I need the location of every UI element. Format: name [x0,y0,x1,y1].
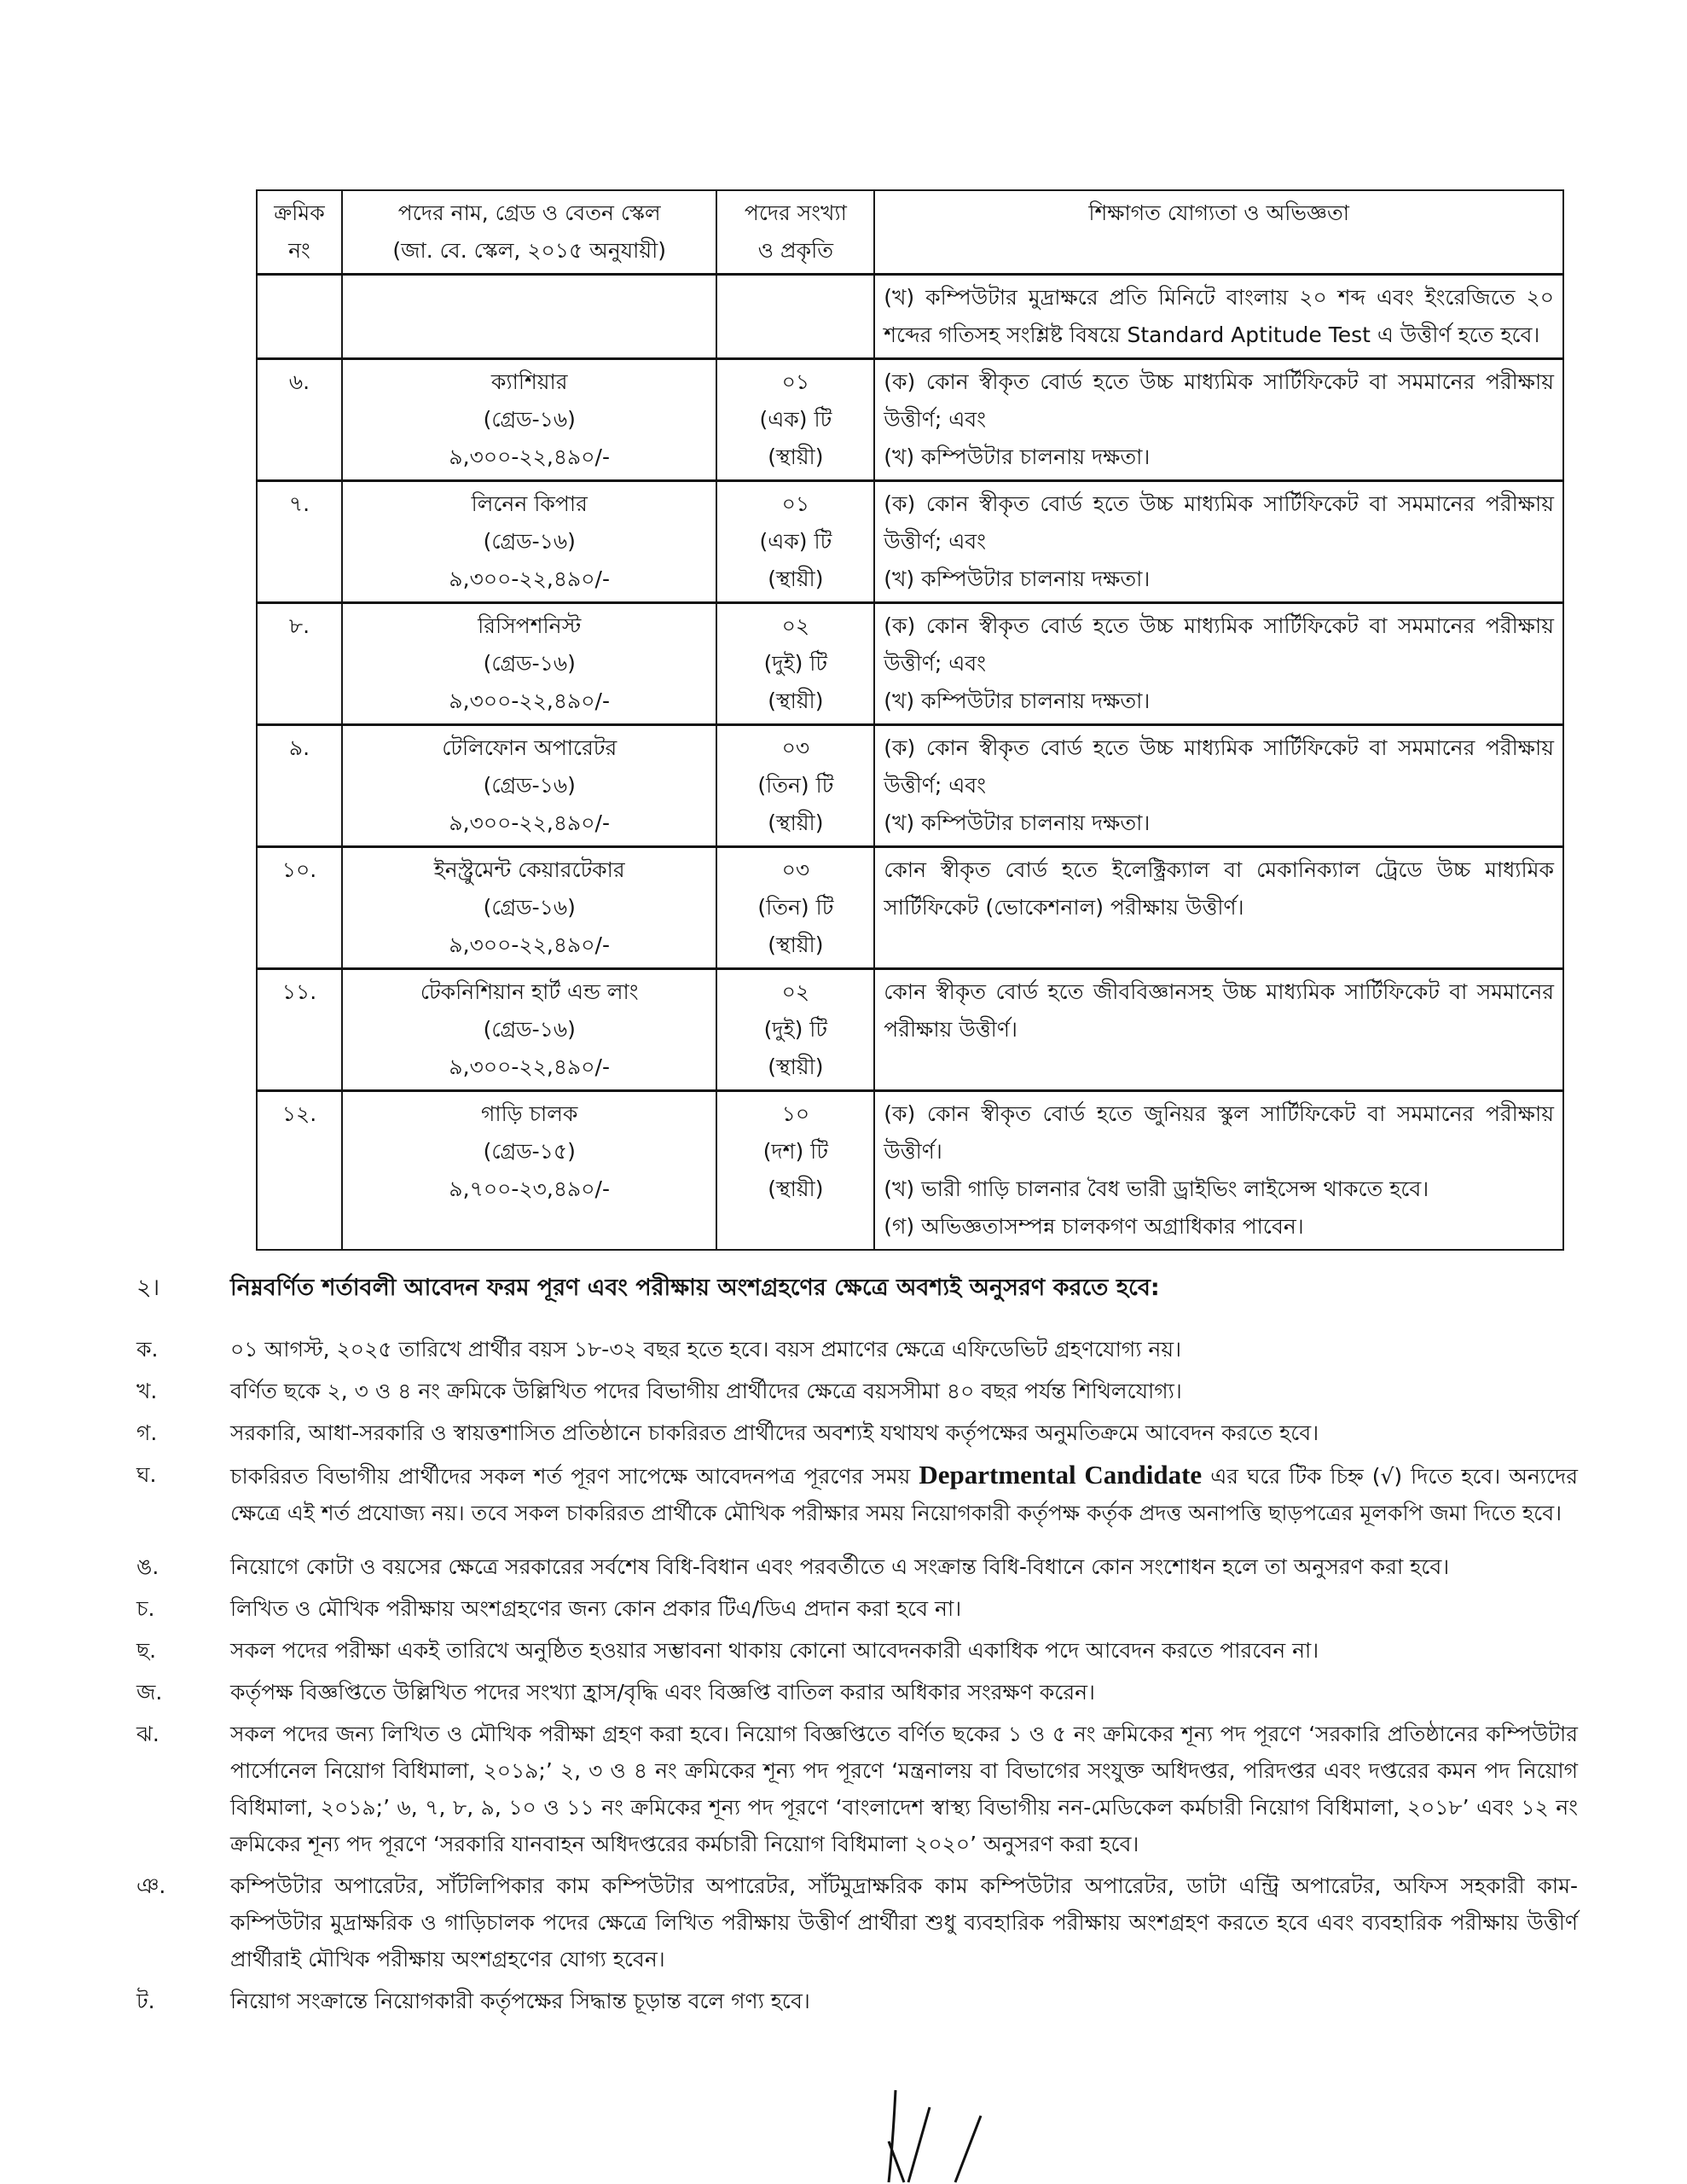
condition-text [230,1456,1586,1531]
qualification-item: (ক) কোন স্বীকৃত বোর্ড হতে উচ্চ মাধ্যমিক সার্টিফিকেট বা সমমানের পরীক্ষায় উত্তীর্ণ; এবং [884,735,1554,798]
post-name: টেলিফোন অপারেটর [442,735,617,760]
qualification-item: (খ) কম্পিউটার চালনায় দক্ষতা। [884,444,1151,469]
departmental-candidate-label: Departmental Candidate [919,1460,1203,1490]
job-posts-table [256,189,1564,1251]
condition-text: সরকারি, আধা-সরকারি ও স্বায়ত্তশাসিত প্রতিষ্ঠানে চাকরিরত প্রার্থীদের অবশ্যই যথাযথ কর্তৃপক্ষের অনুমতিক্রমে আবেদন করতে হবে। [230,1420,1319,1445]
post-nature: (স্থায়ী) [768,566,824,591]
qualification-item: (ক) কোন স্বীকৃত বোর্ড হতে উচ্চ মাধ্যমিক সার্টিফিকেট বা সমমানের পরীক্ষায় উত্তীর্ণ; এবং [884,369,1554,432]
condition-mark: ক. [136,1337,159,1362]
post-name: ইনস্ট্রুমেন্ট কেয়ারটেকার [433,857,625,882]
post-count-words: (দশ) টি [762,1139,828,1164]
pay-scale: ৯,৩০০-২২,৪৯০/- [449,688,610,713]
condition-mark: ঝ. [136,1722,159,1746]
cell-serial: ১০. [257,847,342,969]
table-header-row [257,190,1563,275]
condition-mark: ছ. [136,1638,157,1663]
post-count-words: (এক) টি [759,529,832,554]
table-row [257,603,1563,725]
condition-item [136,1331,1586,1368]
condition-text: কম্পিউটার অপারেটর, সাঁটলিপিকার কাম কম্পিউটার অপারেটর, সাঁটমুদ্রাক্ষরিক কাম কম্পিউটার অপারেটর, ডাটা এন্ট্রি অপারেটর, অফিস সহকারী কাম-কম্পিউটার মুদ্রাক্ষরিক ও গাড়িচালক পদের ক্ষেত্রে লিখিত পরীক্ষায় উত্তীর্ণ প্রার্থীরা শুধু ব্যবহারিক পরীক্ষায় অংশগ্রহণ করতে হবে এবং ব্যবহারিক পরীক্ষায় উত্তীর্ণ প্রার্থীরাই মৌখিক পরীক্ষায় অংশগ্রহণের যোগ্য হবেন। [230,1873,1578,1972]
table-row-continuation [257,275,1563,359]
qualification-item: (ক) কোন স্বীকৃত বোর্ড হতে উচ্চ মাধ্যমিক সার্টিফিকেট বা সমমানের পরীক্ষায় উত্তীর্ণ; এবং [884,613,1554,676]
pay-scale: ৯,৩০০-২২,৪৯০/- [449,1054,610,1079]
condition-mark: ঘ. [136,1462,157,1487]
condition-text: বর্ণিত ছকে ২, ৩ ও ৪ নং ক্রমিকে উল্লিখিত পদের বিভাগীয় প্রার্থীদের ক্ষেত্রে বয়সসীমা ৪০ বছর পর্যন্ত শিথিলযোগ্য। [230,1379,1182,1403]
table-row [257,359,1563,481]
table-body [257,275,1563,1251]
condition-item [136,1456,1586,1531]
condition-mark: গ. [136,1420,158,1445]
post-grade: (গ্রেড-১৬) [483,407,576,432]
table-row [257,969,1563,1091]
post-count-words: (এক) টি [759,407,832,432]
cell-serial [257,275,342,359]
header-post [342,190,717,275]
post-name: গাড়ি চালক [480,1101,578,1126]
post-nature: (স্থায়ী) [768,1054,824,1079]
header-post-line-1: পদের নাম, গ্রেড ও বেতন স্কেল [397,200,661,225]
condition-text: ০১ আগস্ট, ২০২৫ তারিখে প্রার্থীর বয়স ১৮-৩২ বছর হতে হবে। বয়স প্রমাণের ক্ষেত্রে এফিডেভিট গ্রহণযোগ্য নয়। [230,1337,1182,1362]
post-grade: (গ্রেড-১৬) [483,529,576,554]
qualification-item: (খ) কম্পিউটার চালনায় দক্ষতা। [884,566,1151,591]
qualification-item: (খ) কম্পিউটার চালনায় দক্ষতা। [884,810,1151,835]
cell-post [342,1091,717,1251]
table-row [257,725,1563,847]
cell-post [342,603,717,725]
pay-scale: ৯,৩০০-২২,৪৯০/- [449,932,610,957]
pay-scale: ৯,৩০০-২২,৪৯০/- [449,810,610,835]
condition-text: লিখিত ও মৌখিক পরীক্ষায় অংশগ্রহণের জন্য কোন প্রকার টিএ/ডিএ প্রদান করা হবে না। [230,1596,962,1621]
condition-text-before: চাকরিরত বিভাগীয় প্রার্থীদের সকল শর্ত পূরণ সাপেক্ষে আবেদনপত্র পূরণের সময় [230,1464,919,1489]
condition-item [136,1548,1586,1585]
qualification-item: (খ) কম্পিউটার চালনায় দক্ষতা। [884,688,1151,713]
condition-text: নিয়োগ সংক্রান্তে নিয়োগকারী কর্তৃপক্ষের সিদ্ধান্ত চূড়ান্ত বলে গণ্য হবে। [230,1989,810,2013]
condition-item [136,1414,1586,1451]
cell-count [716,1091,874,1251]
cell-count [716,481,874,603]
pay-scale: ৯,৭০০-২৩,৪৯০/- [449,1176,610,1201]
table-row [257,847,1563,969]
cell-post [342,969,717,1091]
post-count: ১০ [781,1101,810,1126]
pay-scale: ৯,৩০০-২২,৪৯০/- [449,566,610,591]
cell-serial: ৮. [257,603,342,725]
post-name: রিসিপশনিস্ট [478,613,582,638]
conditions-heading [136,1271,1586,1305]
cell-serial: ১১. [257,969,342,1091]
post-count: ০২ [781,979,810,1004]
cell-count [716,847,874,969]
qualification-item: কোন স্বীকৃত বোর্ড হতে ইলেক্ট্রিক্যাল বা মেকানিক্যাল ট্রেডে উচ্চ মাধ্যমিক সার্টিফিকেট (ভোকেশনাল) পরীক্ষায় উত্তীর্ণ। [884,857,1554,920]
post-grade: (গ্রেড-১৬) [483,773,576,798]
cell-count [716,359,874,481]
header-post-line-2: (জা. বে. স্কেল, ২০১৫ অনুযায়ী) [392,238,667,263]
conditions-list [136,1331,1586,2024]
condition-text: নিয়োগে কোটা ও বয়সের ক্ষেত্রে সরকারের সর্বশেষ বিধি-বিধান এবং পরবর্তীতে এ সংক্রান্ত বিধি-বিধানে কোন সংশোধন হলে তা অনুসরণ করা হবে। [230,1554,1450,1579]
cell-serial: ৬. [257,359,342,481]
condition-mark: খ. [136,1379,158,1403]
header-serial: ক্রমিক নং [257,190,342,275]
cell-count [716,969,874,1091]
qualification-item: (খ) ভারী গাড়ি চালনার বৈধ ভারী ড্রাইভিং লাইসেন্স থাকতে হবে। [884,1176,1429,1201]
condition-mark: জ. [136,1680,163,1705]
post-count-words: (তিন) টি [757,773,834,798]
condition-text: সকল পদের জন্য লিখিত ও মৌখিক পরীক্ষা গ্রহণ করা হবে। নিয়োগ বিজ্ঞপ্তিতে বর্ণিত ছকের ১ ও ৫ নং ক্রমিকের শূন্য পদ পূরণে ‘সরকারি প্রতিষ্ঠানের কম্পিউটার পার্সোনেল নিয়োগ বিধিমালা, ২০১৯;’ ২, ৩ ও ৪ নং ক্রমিকের শূন্য পদ পূরণে ‘মন্ত্রনালয় বা বিভাগের সংযুক্ত অধিদপ্তর, পরিদপ্তর এবং দপ্তরের কমন পদ নিয়োগ বিধিমালা, ২০১৯;’ ৬, ৭, ৮, ৯, ১০ ও ১১ নং ক্রমিকের শূন্য পদ পূরণে ‘বাংলাদেশ স্বাস্থ্য বিভাগীয় নন-মেডিকেল কর্মচারী নিয়োগ বিধিমালা, ২০১৮’ এবং ১২ নং ক্রমিকের শূন্য পদ পূরণে ‘সরকারি যানবাহন অধিদপ্তরের কর্মচারী নিয়োগ বিধিমালা ২০২০’ অনুসরণ করা হবে। [230,1722,1578,1856]
cell-qualification [874,847,1563,969]
condition-item [136,1983,1586,2019]
condition-text-after: এর ঘরে টিক চিহ্ন (√) দিতে হবে। অন্যদের ক্ষেত্রে এই শর্ত প্রযোজ্য নয়। তবে সকল চাকরিরত প্রার্থীকে মৌখিক পরীক্ষার সময় নিয়োগকারী কর্তৃপক্ষ কর্তৃক প্রদত্ত অনাপত্তি ছাড়পত্রের মূলকপি জমা দিতে হবে। [230,1464,1578,1525]
cell-post [342,359,717,481]
qualification-item: (ক) কোন স্বীকৃত বোর্ড হতে জুনিয়র স্কুল সার্টিফিকেট বা সমমানের পরীক্ষায় উত্তীর্ণ। [884,1101,1554,1164]
cell-serial: ১২. [257,1091,342,1251]
condition-text: সকল পদের পরীক্ষা একই তারিখে অনুষ্ঠিত হওয়ার সম্ভাবনা থাকায় কোনো আবেদনকারী একাধিক পদে আবেদন করতে পারবেন না। [230,1638,1319,1663]
post-nature: (স্থায়ী) [768,444,824,469]
post-name: ক্যাশিয়ার [490,369,568,394]
cell-qualification [874,969,1563,1091]
condition-item [136,1867,1586,1978]
condition-mark: ঙ. [136,1554,159,1579]
post-count-words: (তিন) টি [757,895,834,920]
conditions-title: নিম্নবর্ণিত শর্তাবলী আবেদন ফরম পূরণ এবং পরীক্ষায় অংশগ্রহণের ক্ষেত্রে অবশ্যই অনুসরণ করতে হবে: [230,1275,1160,1301]
cell-count [716,275,874,359]
header-count [716,190,874,275]
cell-qualification [874,481,1563,603]
pay-scale: ৯,৩০০-২২,৪৯০/- [449,444,610,469]
cell-count [716,603,874,725]
condition-item [136,1632,1586,1669]
cell-serial: ৯. [257,725,342,847]
signature [870,2082,1006,2184]
cell-qualification [874,359,1563,481]
condition-text: কর্তৃপক্ষ বিজ্ঞপ্তিতে উল্লিখিত পদের সংখ্যা হ্রাস/বৃদ্ধি এবং বিজ্ঞপ্তি বাতিল করার অধিকার সংরক্ষণ করেন। [230,1680,1095,1705]
post-grade: (গ্রেড-১৬) [483,651,576,676]
header-count-line-1: পদের সংখ্যা [744,200,847,225]
header-count-line-2: ও প্রকৃতি [757,238,834,263]
cell-count [716,725,874,847]
post-count-words: (দুই) টি [763,1017,828,1042]
condition-mark: ঞ. [136,1873,166,1898]
cell-post [342,481,717,603]
post-count: ০২ [781,613,810,638]
post-name: লিনেন কিপার [471,491,588,516]
post-grade: (গ্রেড-১৬) [483,1017,576,1042]
cell-qualification [874,1091,1563,1251]
cell-post [342,275,717,359]
cell-qualification [874,725,1563,847]
post-nature: (স্থায়ী) [768,1176,824,1201]
conditions-number: ২। [136,1275,160,1301]
condition-item [136,1590,1586,1627]
cell-qualification: (খ) কম্পিউটার মুদ্রাক্ষরে প্রতি মিনিটে বাংলায় ২০ শব্দ এবং ইংরেজিতে ২০ শব্দের গতিসহ সংশ্লিষ্ট বিষয়ে Standard Aptitude Test এ উত্তীর্ণ হতে হবে। [874,275,1563,359]
post-nature: (স্থায়ী) [768,932,824,957]
post-nature: (স্থায়ী) [768,810,824,835]
cell-post [342,847,717,969]
post-name: টেকনিশিয়ান হার্ট এন্ড লাং [420,979,639,1004]
qualification-item: (ক) কোন স্বীকৃত বোর্ড হতে উচ্চ মাধ্যমিক সার্টিফিকেট বা সমমানের পরীক্ষায় উত্তীর্ণ; এবং [884,491,1554,554]
cell-post [342,725,717,847]
condition-mark: ট. [136,1989,155,2013]
table-row [257,1091,1563,1251]
post-count-words: (দুই) টি [763,651,828,676]
condition-mark: চ. [136,1596,155,1621]
post-grade: (গ্রেড-১৫) [483,1139,576,1164]
post-nature: (স্থায়ী) [768,688,824,713]
cell-serial: ৭. [257,481,342,603]
post-count: ০১ [781,491,810,516]
condition-item [136,1674,1586,1711]
post-count: ০৩ [781,857,810,882]
table-row [257,481,1563,603]
post-count: ০৩ [781,735,810,760]
qualification-item: কোন স্বীকৃত বোর্ড হতে জীববিজ্ঞানসহ উচ্চ মাধ্যমিক সার্টিফিকেট বা সমমানের পরীক্ষায় উত্তীর্ণ। [884,979,1554,1042]
qualification-item: (গ) অভিজ্ঞতাসম্পন্ন চালকগণ অগ্রাধিকার পাবেন। [884,1214,1304,1239]
post-count: ০১ [781,369,810,394]
condition-item [136,1716,1586,1862]
cell-qualification [874,603,1563,725]
post-grade: (গ্রেড-১৬) [483,895,576,920]
condition-item [136,1373,1586,1409]
header-qualification: শিক্ষাগত যোগ্যতা ও অভিজ্ঞতা [874,190,1563,275]
